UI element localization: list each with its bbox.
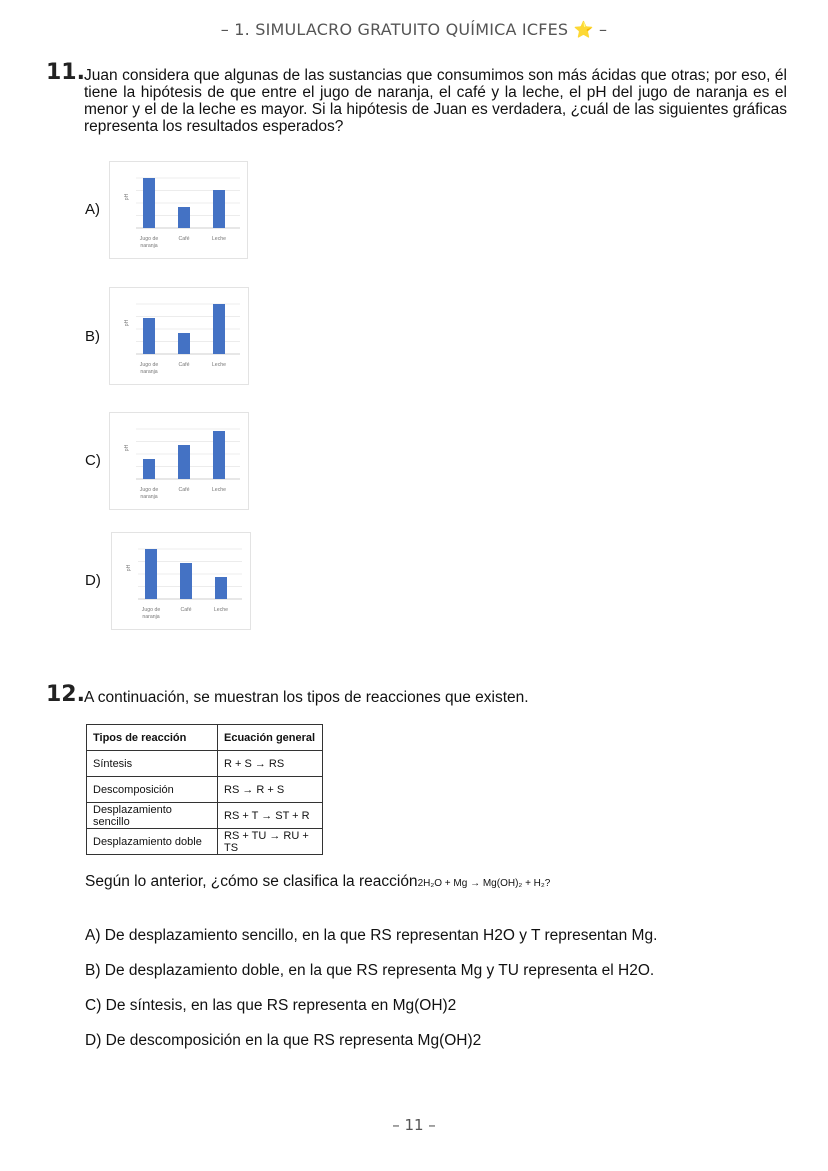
table-row — [87, 829, 323, 855]
y-axis-label: pH — [126, 564, 132, 572]
question-12-prompt — [85, 873, 550, 891]
table-row — [87, 751, 323, 777]
table-cell: Desplazamiento doble — [87, 829, 218, 855]
bar — [178, 333, 190, 354]
table-cell: Síntesis — [87, 751, 218, 777]
category-label: Café — [178, 487, 190, 493]
category-label: Café — [178, 362, 190, 368]
category-label: Leche — [211, 236, 227, 242]
category-label: Café — [180, 607, 192, 613]
bar — [180, 563, 192, 599]
question-12-prompt-text: Según lo anterior, ¿cómo se clasifica la reacción — [85, 873, 418, 890]
table-header-cell: Tipos de reacción — [87, 725, 218, 751]
option-c-label: C) — [85, 452, 101, 469]
option-a-label: A) — [85, 201, 100, 218]
option-b-chart[interactable] — [109, 287, 249, 385]
option-a-chart[interactable] — [109, 161, 248, 259]
answer-option-d[interactable]: D) De descomposición en la que RS representa Mg(OH)2 — [85, 1032, 482, 1049]
y-axis-label: pH — [124, 444, 130, 452]
category-label: Jugo de — [141, 607, 161, 613]
bar — [178, 445, 190, 479]
bar — [145, 549, 157, 599]
star-icon: ⭐ — [573, 20, 594, 39]
table-header-row — [87, 725, 323, 751]
option-d-label: D) — [85, 572, 101, 589]
option-d-chart[interactable] — [111, 532, 251, 630]
table-row — [87, 777, 323, 803]
bar — [213, 304, 225, 354]
page-number: – 11 – — [392, 1116, 436, 1134]
bar — [143, 178, 155, 228]
bar — [178, 207, 190, 228]
category-label: naranja — [140, 243, 158, 249]
option-b-label: B) — [85, 328, 100, 345]
category-label: naranja — [140, 494, 158, 500]
question-12-text: A continuación, se muestran los tipos de reacciones que existen. — [84, 689, 529, 706]
table-header-cell: Ecuación general — [218, 725, 323, 751]
table-cell: RS → R + S — [218, 777, 323, 803]
table-cell: Desplazamiento sencillo — [87, 803, 218, 829]
question-12-number: 12. — [46, 682, 85, 707]
table-cell: RS + T → ST + R — [218, 803, 323, 829]
bar — [213, 190, 225, 228]
header-dash: – — [599, 20, 608, 39]
category-label: naranja — [140, 369, 158, 375]
category-label: Leche — [211, 362, 227, 368]
page-header — [0, 20, 828, 39]
answer-option-a[interactable]: A) De desplazamiento sencillo, en la que RS representan H2O y T representan Mg. — [85, 927, 658, 944]
reaction-types-table — [86, 724, 323, 855]
option-c-chart[interactable] — [109, 412, 249, 510]
bar — [215, 577, 227, 599]
question-11-number: 11. — [46, 60, 85, 85]
reaction-formula: 2H₂O + Mg → Mg(OH)₂ + H₂? — [417, 878, 551, 889]
header-title: – 1. SIMULACRO GRATUITO QUÍMICA ICFES — [220, 20, 569, 39]
table-cell: RS + TU → RU + TS — [218, 829, 323, 855]
category-label: Jugo de — [139, 236, 159, 242]
y-axis-label: pH — [124, 193, 130, 201]
category-label: Leche — [211, 487, 227, 493]
y-axis-label: pH — [124, 319, 130, 327]
bar — [213, 431, 225, 479]
question-11-text: Juan considera que algunas de las sustancias que consumimos son más ácidas que otras; por eso, él tiene la hipótesis de que entre el jugo de naranja, el café y la leche, el pH del jugo de naranja es el menor y el de la leche es mayor. Si la hipótesis de Juan es verdadera, ¿cuál de las siguientes gráficas representa los resultados esperados? — [84, 67, 787, 135]
table-cell: Descomposición — [87, 777, 218, 803]
category-label: Jugo de — [139, 362, 159, 368]
category-label: Jugo de — [139, 487, 159, 493]
answer-option-b[interactable]: B) De desplazamiento doble, en la que RS representa Mg y TU representa el H2O. — [85, 962, 655, 979]
table-cell: R + S → RS — [218, 751, 323, 777]
category-label: Leche — [213, 607, 229, 613]
bar — [143, 459, 155, 479]
category-label: Café — [178, 236, 190, 242]
table-row — [87, 803, 323, 829]
category-label: naranja — [142, 614, 160, 620]
bar — [143, 318, 155, 354]
answer-option-c[interactable]: C) De síntesis, en las que RS representa en Mg(OH)2 — [85, 997, 457, 1014]
